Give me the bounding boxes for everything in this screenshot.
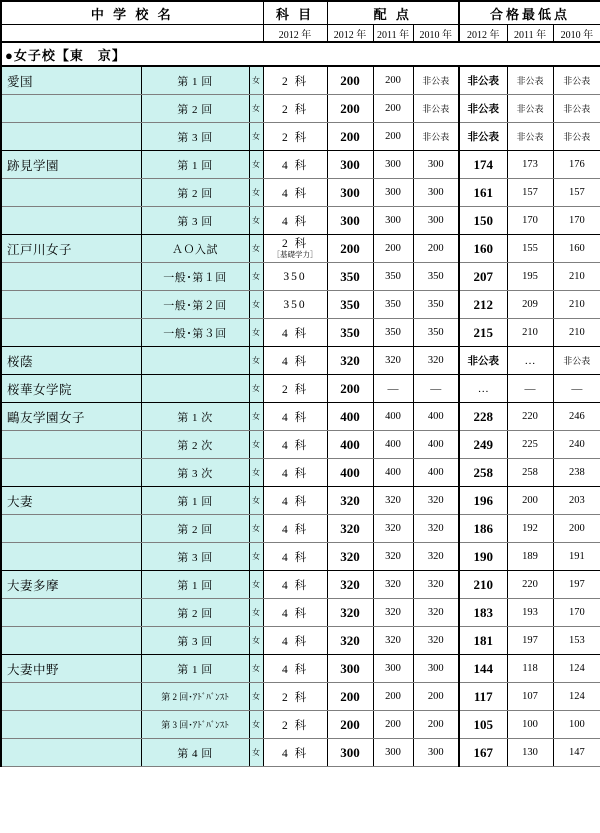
cell-subject: 2 科 [263,95,327,123]
cell-school-name [1,739,141,767]
cell-points-y2: 350 [373,319,413,347]
header-subject: 科 目 [263,1,327,25]
cell-round: 第 4 回 [141,739,249,767]
cell-points-y2: 320 [373,515,413,543]
cell-points-y3: 200 [413,235,459,263]
cell-passmin-y1: 207 [459,263,507,291]
cell-passmin-y1: 228 [459,403,507,431]
cell-passmin-y3: 非公表 [553,66,600,95]
cell-passmin-y2: 195 [507,263,553,291]
cell-sex: 女 [249,123,263,151]
cell-sex: 女 [249,515,263,543]
table-row [1,123,600,151]
cell-points-y2: — [373,375,413,403]
cell-points-y2: 200 [373,711,413,739]
cell-points-y3: 200 [413,711,459,739]
cell-points-y1: 320 [327,627,373,655]
cell-subject: 4 科 [263,655,327,683]
table-row [1,347,600,375]
cell-passmin-y2: 157 [507,179,553,207]
cell-sex: 女 [249,543,263,571]
cell-points-y3: 320 [413,571,459,599]
cell-points-y1: 320 [327,487,373,515]
cell-passmin-y3: 240 [553,431,600,459]
cell-sex: 女 [249,403,263,431]
cell-subject: 4 科 [263,627,327,655]
cell-points-y1: 200 [327,235,373,263]
cell-points-y1: 300 [327,179,373,207]
cell-points-y3: 非公表 [413,95,459,123]
cell-points-y1: 320 [327,515,373,543]
cell-passmin-y1: 212 [459,291,507,319]
cell-passmin-y1: 167 [459,739,507,767]
cell-school-name [1,627,141,655]
cell-subject: 2 科 [263,375,327,403]
cell-passmin-y1: 181 [459,627,507,655]
cell-passmin-y2: 220 [507,571,553,599]
cell-passmin-y1: 258 [459,459,507,487]
cell-passmin-y2: 210 [507,319,553,347]
cell-passmin-y1: 160 [459,235,507,263]
cell-school-name: 桜蔭 [1,347,141,375]
cell-points-y2: 320 [373,599,413,627]
cell-points-y1: 200 [327,66,373,95]
cell-round: 第 2 回･ｱﾄﾞﾊﾞﾝｽﾄ [141,683,249,711]
cell-points-y1: 200 [327,683,373,711]
cell-passmin-y1: 210 [459,571,507,599]
cell-round: 一般･第１回 [141,263,249,291]
cell-school-name: 大妻中野 [1,655,141,683]
cell-sex: 女 [249,655,263,683]
cell-subject: 2 科 [263,683,327,711]
cell-points-y2: 320 [373,487,413,515]
cell-points-y1: 320 [327,599,373,627]
cell-points-y2: 200 [373,235,413,263]
cell-school-name [1,207,141,235]
cell-round: 第 1 回 [141,487,249,515]
table-row [1,375,600,403]
cell-passmin-y3: 170 [553,207,600,235]
cell-passmin-y1: 117 [459,683,507,711]
cell-passmin-y2: 220 [507,403,553,431]
cell-sex: 女 [249,683,263,711]
cell-school-name: 鷗友学園女子 [1,403,141,431]
cell-points-y3: 非公表 [413,123,459,151]
cell-points-y1: 320 [327,571,373,599]
cell-passmin-y3: 157 [553,179,600,207]
cell-subject: 2 科 [263,711,327,739]
cell-points-y3: 400 [413,403,459,431]
cell-passmin-y1: 183 [459,599,507,627]
cell-points-y3: 320 [413,347,459,375]
cell-subject: 4 科 [263,431,327,459]
cell-points-y3: 350 [413,263,459,291]
cell-passmin-y1: 249 [459,431,507,459]
cell-round: 第 1 回 [141,655,249,683]
cell-points-y2: 200 [373,123,413,151]
cell-passmin-y2: 209 [507,291,553,319]
group-title: ●女子校【東 京】 [1,42,600,66]
cell-school-name [1,515,141,543]
cell-points-y2: 200 [373,95,413,123]
cell-passmin-y3: 124 [553,683,600,711]
cell-subject: 2 科 ［基礎学力］ [263,235,327,263]
cell-points-y2: 320 [373,347,413,375]
cell-points-y3: 300 [413,207,459,235]
cell-points-y3: 300 [413,151,459,179]
cell-sex: 女 [249,319,263,347]
cell-points-y3: 非公表 [413,66,459,95]
cell-points-y2: 200 [373,683,413,711]
cell-school-name [1,683,141,711]
cell-round: 第 1 回 [141,151,249,179]
header-school-name-blank [1,25,263,43]
cell-passmin-y2: 非公表 [507,123,553,151]
cell-points-y2: 300 [373,151,413,179]
cell-school-name [1,543,141,571]
cell-school-name [1,179,141,207]
cell-passmin-y3: 153 [553,627,600,655]
cell-points-y3: 320 [413,543,459,571]
cell-sex: 女 [249,739,263,767]
cell-passmin-y2: 225 [507,431,553,459]
cell-round: 第 2 回 [141,179,249,207]
cell-points-y1: 300 [327,739,373,767]
cell-sex: 女 [249,179,263,207]
cell-passmin-y3: 200 [553,515,600,543]
cell-subject: 4 科 [263,319,327,347]
cell-passmin-y1: 196 [459,487,507,515]
header-pass-min: 合格最低点 [459,1,600,25]
cell-sex: 女 [249,263,263,291]
cell-passmin-y1: 非公表 [459,347,507,375]
cell-points-y3: 300 [413,655,459,683]
cell-points-y2: 200 [373,66,413,95]
cell-passmin-y2: 100 [507,711,553,739]
table-row [1,683,600,711]
cell-subject: 4 科 [263,515,327,543]
cell-passmin-y2: 173 [507,151,553,179]
cell-sex: 女 [249,571,263,599]
cell-round: 第 3 回･ｱﾄﾞﾊﾞﾝｽﾄ [141,711,249,739]
cell-sex: 女 [249,151,263,179]
table-row [1,515,600,543]
cell-passmin-y1: … [459,375,507,403]
cell-school-name [1,95,141,123]
cell-points-y2: 400 [373,459,413,487]
cell-round: ＡＯ入試 [141,235,249,263]
cell-passmin-y1: 105 [459,711,507,739]
cell-round: 第 3 回 [141,123,249,151]
cell-passmin-y2: 118 [507,655,553,683]
cell-passmin-y3: 246 [553,403,600,431]
cell-passmin-y3: 非公表 [553,347,600,375]
cell-points-y1: 400 [327,431,373,459]
cell-points-y2: 300 [373,655,413,683]
cell-passmin-y2: 130 [507,739,553,767]
cell-subject: 4 科 [263,207,327,235]
cell-round: 第 1 回 [141,571,249,599]
cell-points-y2: 300 [373,207,413,235]
cell-points-y3: 300 [413,739,459,767]
cell-round: 一般･第３回 [141,319,249,347]
cell-school-name: 桜華女学院 [1,375,141,403]
cell-passmin-y2: 189 [507,543,553,571]
cell-passmin-y1: 186 [459,515,507,543]
table-row [1,151,600,179]
cell-sex: 女 [249,95,263,123]
cell-passmin-y2: 非公表 [507,66,553,95]
cell-points-y2: 300 [373,739,413,767]
cell-sex: 女 [249,375,263,403]
cell-points-y3: 300 [413,179,459,207]
cell-points-y1: 200 [327,375,373,403]
cell-sex: 女 [249,291,263,319]
header-points-year-2: 2011 年 [373,25,413,43]
cell-passmin-y1: 144 [459,655,507,683]
cell-round: 第 2 次 [141,431,249,459]
cell-points-y1: 350 [327,319,373,347]
header-pass-year-1: 2012 年 [459,25,507,43]
cell-round: 第 3 回 [141,207,249,235]
cell-points-y3: 320 [413,599,459,627]
table-row [1,459,600,487]
cell-points-y3: 350 [413,319,459,347]
cell-points-y3: 400 [413,431,459,459]
table-row [1,711,600,739]
cell-school-name [1,599,141,627]
cell-subject: 2 科 [263,66,327,95]
cell-passmin-y1: 150 [459,207,507,235]
cell-round: 第 1 次 [141,403,249,431]
cell-school-name: 大妻多摩 [1,571,141,599]
table-row [1,487,600,515]
cell-points-y1: 200 [327,95,373,123]
table-row [1,403,600,431]
table-row [1,179,600,207]
cell-sex: 女 [249,347,263,375]
cell-passmin-y3: 238 [553,459,600,487]
cell-points-y1: 200 [327,711,373,739]
group-title-row [1,42,600,66]
cell-subject: 4 科 [263,739,327,767]
table-row [1,235,600,263]
cell-sex: 女 [249,487,263,515]
cell-points-y1: 350 [327,263,373,291]
cell-passmin-y3: 210 [553,263,600,291]
table-row [1,207,600,235]
cell-passmin-y3: 100 [553,711,600,739]
cell-points-y2: 300 [373,179,413,207]
cell-passmin-y2: 170 [507,207,553,235]
cell-round: 第 2 回 [141,599,249,627]
table-row [1,627,600,655]
cell-passmin-y2: 155 [507,235,553,263]
cell-points-y2: 320 [373,627,413,655]
header-pass-year-2: 2011 年 [507,25,553,43]
cell-subject: 4 科 [263,543,327,571]
header-points-year-3: 2010 年 [413,25,459,43]
cell-points-y3: 350 [413,291,459,319]
cell-passmin-y3: 170 [553,599,600,627]
table-row [1,66,600,95]
table-row [1,291,600,319]
cell-points-y3: 200 [413,683,459,711]
cell-subject: 350 [263,291,327,319]
cell-school-name: 江戸川女子 [1,235,141,263]
table-row [1,95,600,123]
cell-subject: 4 科 [263,347,327,375]
cell-passmin-y1: 174 [459,151,507,179]
cell-sex: 女 [249,599,263,627]
cell-passmin-y2: 193 [507,599,553,627]
table-header-year-row [1,25,600,43]
cell-school-name [1,291,141,319]
cell-sex: 女 [249,66,263,95]
cell-passmin-y3: 191 [553,543,600,571]
cell-subject: 4 科 [263,571,327,599]
cell-passmin-y3: 160 [553,235,600,263]
cell-passmin-y2: 258 [507,459,553,487]
cell-round: 第 2 回 [141,95,249,123]
cell-points-y2: 400 [373,431,413,459]
table-row [1,431,600,459]
cell-sex: 女 [249,235,263,263]
cell-points-y2: 350 [373,263,413,291]
cell-round: 第 3 次 [141,459,249,487]
header-points-year-1: 2012 年 [327,25,373,43]
cell-subject: 4 科 [263,151,327,179]
cell-subject: 350 [263,263,327,291]
cell-passmin-y3: 124 [553,655,600,683]
table-row [1,263,600,291]
cell-passmin-y1: 161 [459,179,507,207]
cell-passmin-y3: 147 [553,739,600,767]
table-row [1,739,600,767]
cell-subject: 4 科 [263,179,327,207]
table-row [1,599,600,627]
table-row [1,319,600,347]
cell-subject: 4 科 [263,459,327,487]
cell-points-y1: 320 [327,543,373,571]
cell-passmin-y2: — [507,375,553,403]
cell-points-y2: 320 [373,571,413,599]
cell-passmin-y3: 210 [553,291,600,319]
cell-round: 第 3 回 [141,543,249,571]
cell-points-y2: 320 [373,543,413,571]
cell-passmin-y1: 非公表 [459,95,507,123]
cell-subject: 4 科 [263,403,327,431]
table-row [1,655,600,683]
cell-sex: 女 [249,459,263,487]
cell-points-y2: 350 [373,291,413,319]
cell-passmin-y2: 192 [507,515,553,543]
cell-points-y2: 400 [373,403,413,431]
cell-subject: 4 科 [263,599,327,627]
cell-sex: 女 [249,207,263,235]
cell-round: 第 3 回 [141,627,249,655]
cell-points-y3: 320 [413,627,459,655]
cell-passmin-y2: 107 [507,683,553,711]
cell-school-name [1,263,141,291]
cell-passmin-y3: 197 [553,571,600,599]
header-pass-year-3: 2010 年 [553,25,600,43]
cell-points-y1: 320 [327,347,373,375]
cell-school-name [1,711,141,739]
cell-passmin-y2: 197 [507,627,553,655]
cell-school-name: 愛国 [1,66,141,95]
cell-passmin-y1: 非公表 [459,123,507,151]
cell-points-y1: 350 [327,291,373,319]
cell-sex: 女 [249,711,263,739]
cell-points-y3: — [413,375,459,403]
cell-passmin-y3: — [553,375,600,403]
cell-points-y1: 200 [327,123,373,151]
cell-passmin-y1: 215 [459,319,507,347]
cell-sex: 女 [249,431,263,459]
cell-points-y3: 320 [413,515,459,543]
cell-passmin-y3: 210 [553,319,600,347]
cell-round: 一般･第２回 [141,291,249,319]
cell-passmin-y1: 非公表 [459,66,507,95]
table-row [1,571,600,599]
cell-round [141,347,249,375]
cell-points-y1: 400 [327,459,373,487]
cell-passmin-y3: 203 [553,487,600,515]
cell-round: 第 1 回 [141,66,249,95]
header-school-name: 中 学 校 名 [1,1,263,25]
cell-round: 第 2 回 [141,515,249,543]
cell-passmin-y2: 非公表 [507,95,553,123]
cell-points-y1: 300 [327,207,373,235]
header-points: 配 点 [327,1,459,25]
cell-sex: 女 [249,627,263,655]
cell-school-name: 大妻 [1,487,141,515]
cell-passmin-y3: 非公表 [553,95,600,123]
cell-school-name [1,459,141,487]
cell-points-y1: 400 [327,403,373,431]
cell-round [141,375,249,403]
table-header-row [1,1,600,25]
cell-subject: 4 科 [263,487,327,515]
cell-passmin-y2: 200 [507,487,553,515]
cell-passmin-y2: … [507,347,553,375]
cell-passmin-y3: 176 [553,151,600,179]
cell-points-y3: 320 [413,487,459,515]
cell-points-y1: 300 [327,655,373,683]
cell-points-y1: 300 [327,151,373,179]
cell-points-y3: 400 [413,459,459,487]
cell-school-name: 跡見学園 [1,151,141,179]
cell-school-name [1,431,141,459]
cell-passmin-y1: 190 [459,543,507,571]
cell-school-name [1,319,141,347]
header-subject-year: 2012 年 [263,25,327,43]
table-row [1,543,600,571]
cell-school-name [1,123,141,151]
cell-passmin-y3: 非公表 [553,123,600,151]
cell-subject: 2 科 [263,123,327,151]
